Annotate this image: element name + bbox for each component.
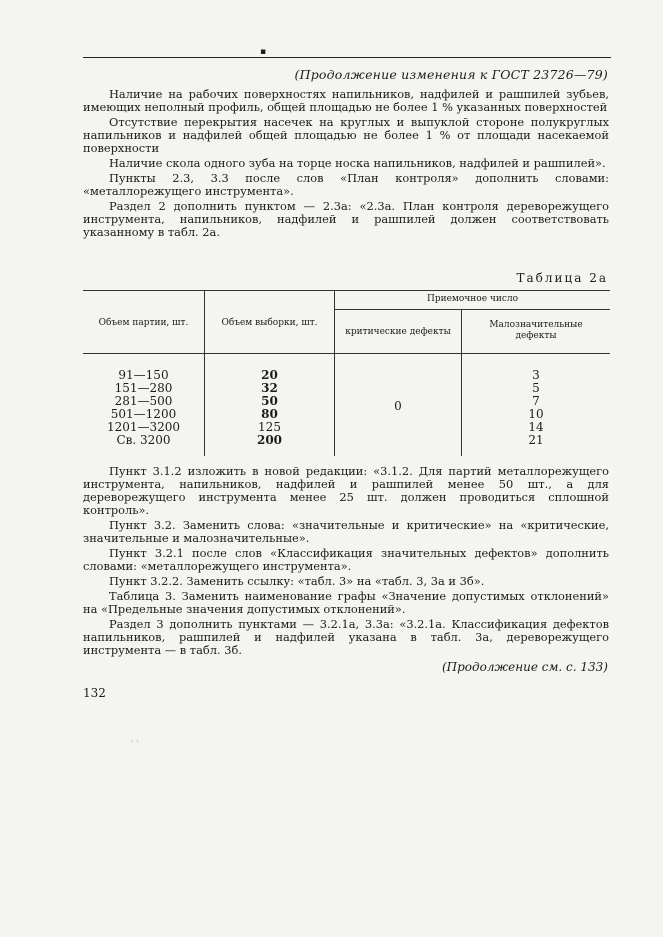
table-cell-minor: 14: [528, 420, 544, 434]
page-header: (Продолжение изменения к ГОСТ 23726—79): [294, 67, 608, 82]
table-cell-party: 281—500: [114, 394, 173, 408]
table-cell-sample: 125: [258, 420, 281, 434]
paragraph: Раздел 3 дополнить пунктами — 3.2.1а, 3.3а: «3.2.1а. Классификация дефектов напильников, рашпилей и надфилей указана в табл. 3а, дереворежущего инструмента — в табл. 3б.: [83, 617, 609, 657]
table-cell-minor: 7: [532, 394, 540, 408]
paragraph: Пункт 3.2.1 после слов «Классификация значительных дефектов» дополнить словами: «металлорежущего инструмента».: [83, 546, 609, 573]
table-rule-top: [83, 290, 610, 291]
paragraph: Раздел 2 дополнить пунктом — 2.3а: «2.3а. План контроля дереворежущего инструмента, напильников, надфилей и рашпилей должен соответствовать указанному в табл. 2а.: [83, 199, 609, 239]
table-rule-header-bottom: [83, 353, 610, 354]
body-text-top: [83, 88, 609, 241]
print-speck: ▪: [260, 47, 267, 57]
table-cell-sample: 50: [261, 394, 278, 408]
table-cell-party: 91—150: [118, 368, 169, 382]
header-party: Объем партии, шт.: [98, 318, 189, 328]
paragraph: Пункт 3.1.2 изложить в новой редакции: «3.1.2. Для партий металлорежущего инструмента, напильников, надфилей и рашпилей менее 50 шт., а для дереворежущего инструмента менее 25 шт. должен проводиться сплошной контроль».: [83, 464, 609, 517]
table-cell-party: 151—280: [114, 381, 173, 395]
header-accept: Приемочное число: [426, 294, 519, 304]
table-cell-critical: 0: [394, 399, 402, 413]
header-sample: Объем выборки, шт.: [221, 318, 318, 328]
paragraph: Наличие на рабочих поверхностях напильников, надфилей и рашпилей зубьев, имеющих неполный профиль, общей площадью не более 1 % указанных поверхностей: [83, 87, 609, 114]
table-cell-minor: 10: [528, 407, 544, 421]
header-critical: критические дефекты: [345, 327, 451, 337]
paragraph: Пункты 2.3, 3.3 после слов «План контроля» дополнить словами: «металлорежущего инструмента».: [83, 171, 609, 198]
table-cell-party: 501—1200: [110, 407, 177, 421]
table-2a: [83, 290, 610, 456]
table-rule-col2: [334, 290, 335, 456]
table-cell-minor: 5: [532, 381, 540, 395]
header-minor: Малозначительные дефекты: [489, 320, 583, 341]
table-cell-sample: 32: [261, 381, 278, 395]
table-title: Таблица 2а: [516, 271, 608, 285]
table-cell-party: 1201—3200: [106, 420, 181, 434]
paragraph: Пункт 3.2. Заменить слова: «значительные и критические» на «критические, значительные и малозначительные».: [83, 518, 609, 545]
paragraph: Таблица 3. Заменить наименование графы «Значение допустимых отклонений» на «Предельные значения допустимых отклонений».: [83, 589, 609, 616]
body-text-bottom: [83, 465, 609, 659]
table-cell-party: Св. 3200: [116, 433, 171, 447]
paragraph: Пункт 3.2.2. Заменить ссылку: «табл. 3» на «табл. 3, 3а и 3б».: [109, 574, 485, 588]
table-cell-sample: 20: [261, 368, 278, 382]
page-number: 132: [83, 686, 106, 700]
table-cell-sample: 80: [261, 407, 278, 421]
paragraph: Наличие скола одного зуба на торце носка напильников, надфилей и рашпилей».: [109, 156, 606, 170]
table-cell-minor: 3: [532, 368, 540, 382]
paragraph: Отсутствие перекрытия насечек на круглых и выпуклой стороне полукруглых напильников и надфилей общей площадью не более 1 % от площади насекаемой поверхности: [83, 115, 609, 155]
table-cell-minor: 21: [528, 433, 544, 447]
table-cell-sample: 200: [256, 433, 283, 447]
header-rule: [83, 57, 611, 58]
table-rule-subheader: [334, 309, 610, 310]
continuation-note: (Продолжение см. с. 133): [441, 660, 608, 674]
print-speck: · ·: [131, 737, 139, 746]
